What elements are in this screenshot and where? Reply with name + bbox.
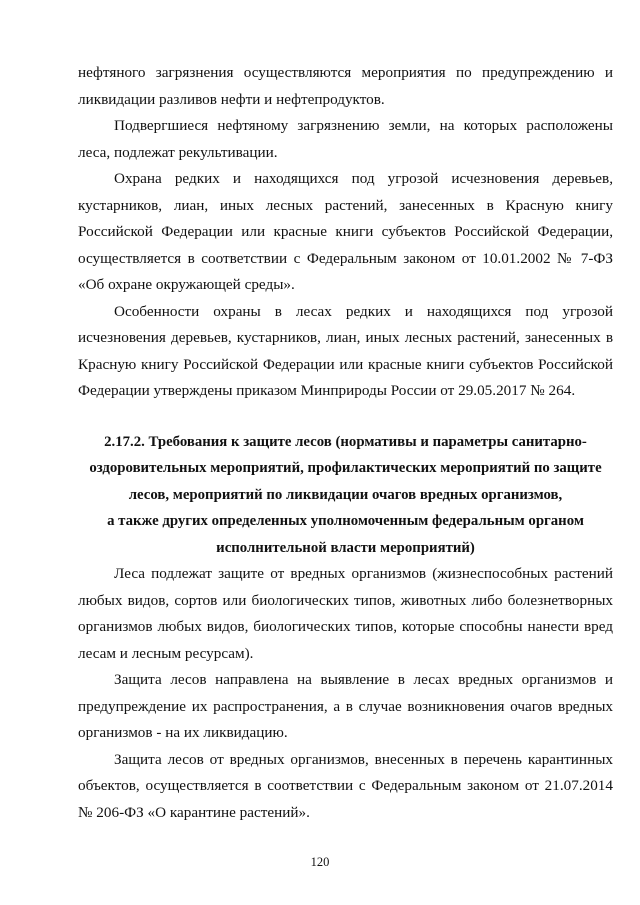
text-line: Федерации утверждены приказом Минприроды России от 29.05.2017 № 264.: [78, 382, 576, 399]
text-line: Подвергшиеся нефтяному загрязнению земли, на которых расположены: [114, 117, 613, 134]
paragraph: [78, 299, 613, 405]
text-line: Особенности охраны в лесах редких и находящихся под угрозой: [114, 302, 613, 320]
text-line: организмов - на их ликвидацию.: [78, 724, 288, 741]
paragraph: [78, 60, 613, 113]
text-line: Российской Федерации или красные книги субъектов Российской Федерации,: [78, 223, 613, 240]
text-line: нефтяного загрязнения осуществляются мероприятия по предупреждению и: [78, 64, 613, 81]
heading-line: оздоровительных мероприятий, профилактических мероприятий по защите: [89, 460, 602, 476]
heading-line: лесов, мероприятий по ликвидации очагов вредных организмов,: [128, 486, 563, 503]
heading-line: исполнительной власти мероприятий): [216, 539, 475, 556]
text-line: ликвидации разливов нефти и нефтепродуктов.: [78, 90, 385, 108]
text-line: леса, подлежат рекультивации.: [78, 143, 278, 161]
text-line: организмов любых видов, биологических типов, которые способны нанести вред: [78, 618, 613, 635]
text-line: лесам и лесным ресурсам).: [78, 644, 254, 662]
text-line: Красную книгу Российской Федерации или красные книги субъектов Российской: [78, 355, 613, 373]
text-line: № 206-ФЗ «О карантине растений».: [78, 803, 310, 821]
text-line: Охрана редких и находящихся под угрозой исчезновения деревьев,: [114, 170, 613, 187]
text-line: исчезновения деревьев, кустарников, лиан, иных лесных растений, занесенных в: [78, 329, 613, 346]
heading-line: 2.17.2. Требования к защите лесов (нормативы и параметры санитарно-: [104, 433, 587, 450]
text-line: Защита лесов от вредных организмов, внесенных в перечень карантинных: [114, 750, 613, 768]
heading-line: а также других определенных уполномоченным федеральным органом: [107, 513, 584, 529]
text-line: осуществляется в соответствии с Федеральным законом от 10.01.2002 № 7-ФЗ: [78, 249, 613, 267]
paragraph: [78, 113, 613, 166]
page-number: 120: [310, 855, 330, 869]
section-heading: [78, 429, 613, 562]
text-line: кустарников, лиан, иных лесных растений, занесенных в Красную книгу: [78, 196, 613, 214]
text-line: Защита лесов направлена на выявление в лесах вредных организмов и: [114, 671, 613, 688]
paragraph: [78, 166, 613, 299]
text-line: предупреждение их распространения, а в случае возникновения очагов вредных: [78, 697, 613, 715]
text-line: любых видов, сортов или биологических типов, животных либо болезнетворных: [78, 591, 613, 609]
paragraph: [78, 561, 613, 667]
paragraph: [78, 747, 613, 827]
text-line: Леса подлежат защите от вредных организмов (жизнеспособных растений: [114, 565, 613, 582]
paragraph: [78, 667, 613, 747]
text-line: «Об охране окружающей среды».: [78, 276, 295, 293]
text-line: объектов, осуществляется в соответствии с Федеральным законом от 21.07.2014: [78, 777, 613, 794]
document-page: [78, 60, 613, 826]
